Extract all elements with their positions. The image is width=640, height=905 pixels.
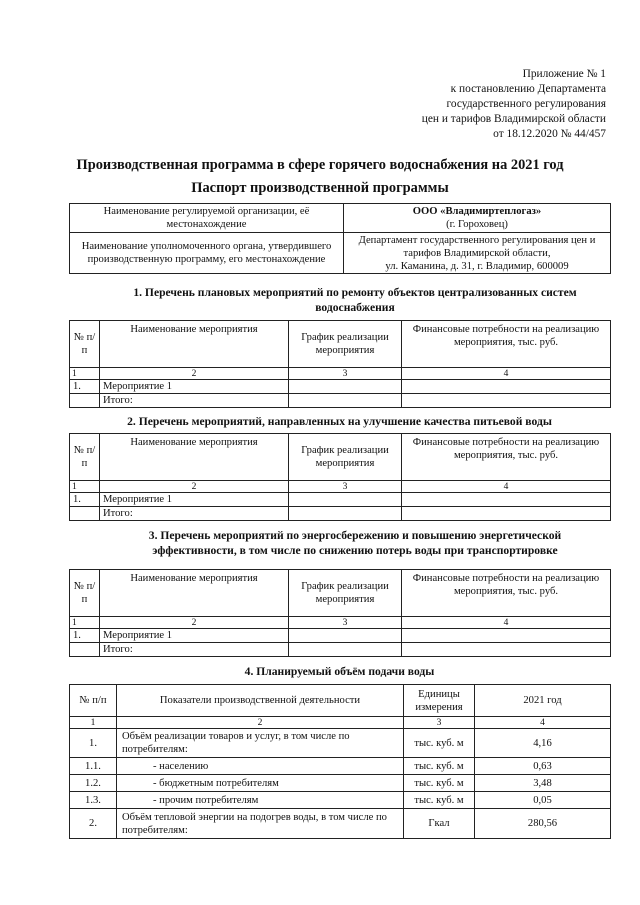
col-finance-header: Финансовые потребности на реализацию мероприятия, тыс. руб. (402, 434, 611, 481)
table-row (70, 775, 611, 792)
col-number: 2 (117, 717, 404, 729)
passport-org-value (344, 204, 611, 233)
col-number: 4 (475, 717, 611, 729)
row-name: Мероприятие 1 (100, 629, 289, 643)
row-indicator: - бюджетным потребителям (117, 775, 404, 792)
row-unit: тыс. куб. м (404, 792, 475, 809)
row-num: 2. (70, 809, 117, 839)
appendix-line: к постановлению Департамента (450, 83, 606, 95)
table-row (70, 729, 611, 758)
row-indicator: Объём тепловой энергии на подогрев воды, в том числе по потребителям: (117, 809, 404, 839)
col-schedule-header: График реализации мероприятия (289, 570, 402, 617)
col-number: 2 (100, 481, 289, 493)
page-subtitle: Паспорт производственной программы (191, 180, 449, 196)
col-name-header: Наименование мероприятия (100, 434, 289, 481)
col-number: 3 (404, 717, 475, 729)
appendix-line: от 18.12.2020 № 44/457 (493, 128, 606, 140)
total-num (70, 507, 100, 521)
row-finance (402, 380, 611, 394)
total-num (70, 394, 100, 408)
col-number: 3 (289, 481, 402, 493)
section3-title (100, 528, 610, 558)
org-location: (г. Гороховец) (446, 219, 508, 230)
row-value: 0,63 (475, 758, 611, 775)
org-name: ООО «Владимиртеплогаз» (412, 206, 542, 217)
row-schedule (289, 629, 402, 643)
section3-title-line: эффективности, в том числе по снижению потерь воды при транспортировке (152, 544, 558, 557)
col-name-header: Наименование мероприятия (100, 321, 289, 368)
section1-table (69, 320, 611, 408)
row-name: Мероприятие 1 (100, 380, 289, 394)
row-num: 1. (70, 493, 100, 507)
col-number: 4 (402, 617, 611, 629)
section4-title: 4. Планируемый объём подачи воды (244, 665, 435, 678)
row-unit: тыс. куб. м (404, 729, 475, 758)
col-name-header: Наименование мероприятия (100, 570, 289, 617)
table-row (70, 809, 611, 839)
row-finance (402, 629, 611, 643)
authority-address: ул. Каманина, д. 31, г. Владимир, 600009 (385, 260, 569, 272)
section1-title: 1. Перечень плановых мероприятий по ремонту объектов централизованных систем водоснабжения (133, 286, 577, 314)
appendix-line: государственного регулирования (446, 98, 606, 110)
total-finance (402, 394, 611, 408)
row-unit: тыс. куб. м (404, 758, 475, 775)
col-indicator-header: Показатели производственной деятельности (117, 685, 404, 717)
row-num: 1. (70, 729, 117, 758)
col-number: 2 (100, 617, 289, 629)
col-schedule-header: График реализации мероприятия (289, 321, 402, 368)
row-num: 1. (70, 380, 100, 394)
row-num: 1. (70, 629, 100, 643)
row-indicator: Объём реализации товаров и услуг, в том числе по потребителям: (117, 729, 404, 758)
col-number: 1 (70, 617, 100, 629)
col-number: 3 (289, 368, 402, 380)
total-label: Итого: (100, 643, 289, 657)
col-num-header: № п/п (70, 685, 117, 717)
total-num (70, 643, 100, 657)
section4-table (69, 684, 611, 839)
row-unit: Гкал (404, 809, 475, 839)
total-schedule (289, 643, 402, 657)
row-indicator: - населению (117, 758, 404, 775)
col-number: 1 (70, 368, 100, 380)
col-number: 3 (289, 617, 402, 629)
row-indicator: - прочим потребителям (117, 792, 404, 809)
col-num-header: № п/п (70, 434, 100, 481)
row-name: Мероприятие 1 (100, 493, 289, 507)
total-schedule (289, 507, 402, 521)
col-unit-header: Единицы измерения (404, 685, 475, 717)
col-number: 4 (402, 368, 611, 380)
appendix-block (380, 67, 606, 142)
total-finance (402, 643, 611, 657)
col-number: 4 (402, 481, 611, 493)
row-value: 3,48 (475, 775, 611, 792)
row-value: 280,56 (475, 809, 611, 839)
col-number: 2 (100, 368, 289, 380)
authority-name: Департамент государственного регулирования цен и тарифов Владимирской области, (358, 234, 596, 259)
appendix-line: цен и тарифов Владимирской области (421, 113, 606, 125)
col-number: 1 (70, 717, 117, 729)
passport-table (69, 203, 611, 274)
row-num: 1.1. (70, 758, 117, 775)
appendix-line: Приложение № 1 (522, 68, 606, 80)
row-num: 1.3. (70, 792, 117, 809)
total-label: Итого: (100, 394, 289, 408)
col-num-header: № п/п (70, 570, 100, 617)
row-num: 1.2. (70, 775, 117, 792)
total-label: Итого: (100, 507, 289, 521)
section3-table (69, 569, 611, 657)
section2-title: 2. Перечень мероприятий, направленных на улучшение качества питьевой воды (127, 415, 552, 428)
section2-table (69, 433, 611, 521)
row-unit: тыс. куб. м (404, 775, 475, 792)
row-value: 4,16 (475, 729, 611, 758)
col-year-header: 2021 год (475, 685, 611, 717)
col-schedule-header: График реализации мероприятия (289, 434, 402, 481)
col-number: 1 (70, 481, 100, 493)
row-finance (402, 493, 611, 507)
passport-authority-value (344, 233, 611, 274)
col-num-header: № п/п (70, 321, 100, 368)
col-finance-header: Финансовые потребности на реализацию мероприятия, тыс. руб. (402, 321, 611, 368)
total-finance (402, 507, 611, 521)
passport-org-label: Наименование регулируемой организации, её местонахождение (70, 204, 344, 233)
passport-authority-label: Наименование уполномоченного органа, утвердившего производственную программу, его местонахождение (70, 233, 344, 274)
table-row (70, 792, 611, 809)
page-title: Производственная программа в сфере горячего водоснабжения на 2021 год (76, 157, 564, 173)
row-value: 0,05 (475, 792, 611, 809)
section3-title-line: 3. Перечень мероприятий по энергосбережению и повышению энергетической (148, 529, 562, 542)
total-schedule (289, 394, 402, 408)
col-finance-header: Финансовые потребности на реализацию мероприятия, тыс. руб. (402, 570, 611, 617)
row-schedule (289, 380, 402, 394)
table-row (70, 758, 611, 775)
row-schedule (289, 493, 402, 507)
